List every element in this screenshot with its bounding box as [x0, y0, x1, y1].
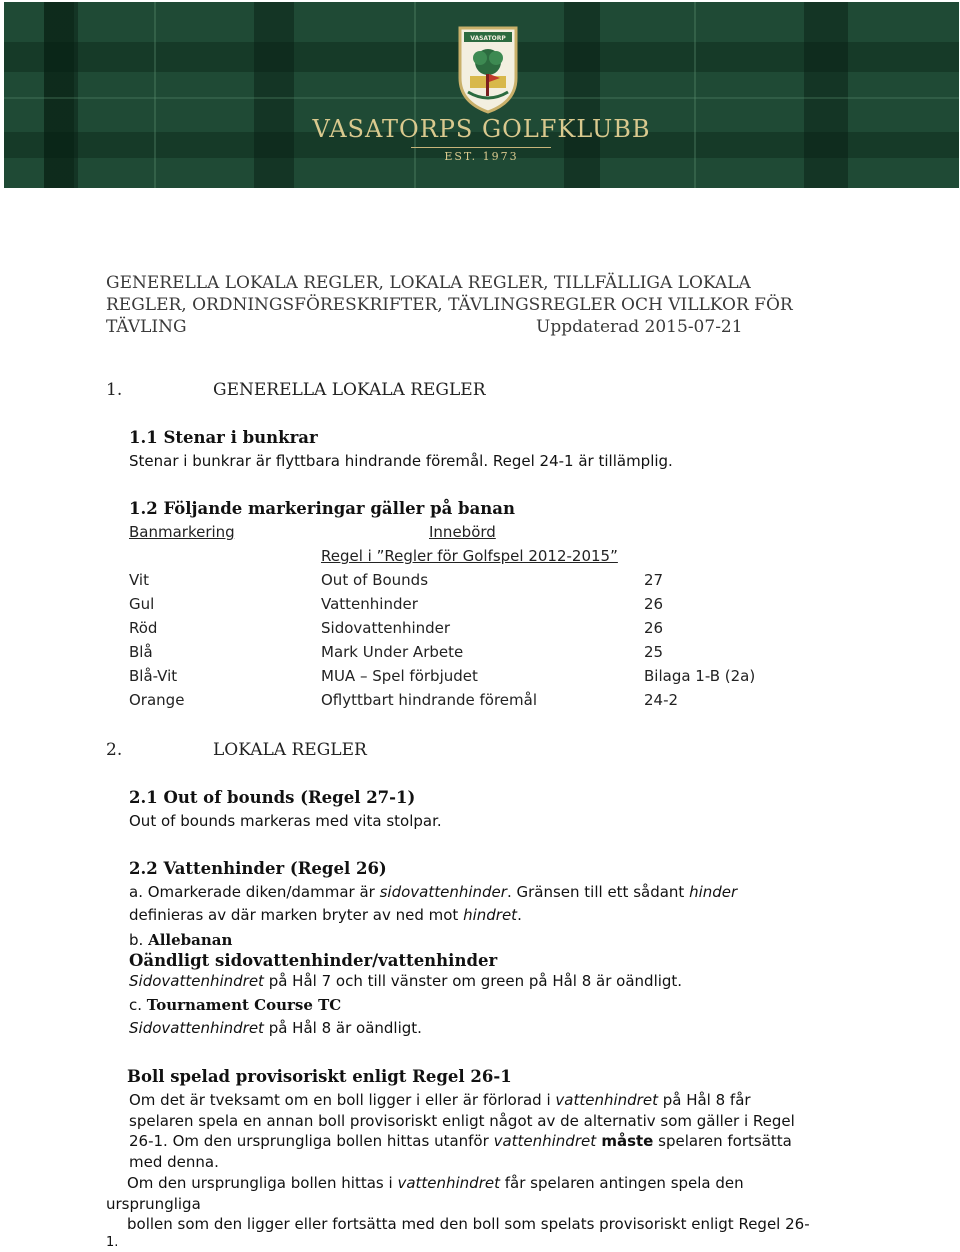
table-cell: 25	[644, 643, 664, 661]
provisional-line-1: Om det är tveksamt om en boll ligger i eller är förlorad i vattenhindret på Hål 8 får	[129, 1091, 751, 1109]
paragraph: Stenar i bunkrar är flyttbara hindrande föremål. Regel 24-1 är tillämplig.	[129, 452, 673, 470]
item-c: c. Tournament Course TC	[129, 996, 342, 1014]
provisional-line-3: 26-1. Om den ursprungliga bollen hittas utanför vattenhindret måste spelaren fortsätta	[129, 1132, 792, 1150]
doc-title-line-2: REGLER, ORDNINGSFÖRESKRIFTER, TÄVLINGSREGLER OCH VILLKOR FÖR	[106, 295, 793, 315]
table-cell: Röd	[129, 619, 158, 637]
item-b: b. Allebanan	[129, 931, 233, 949]
established-year: EST. 1973	[444, 150, 519, 163]
table-cell: MUA – Spel förbjudet	[321, 667, 478, 685]
section-number: 1.	[106, 380, 123, 400]
paragraph-a-line-1: a. Omarkerade diken/dammar är sidovattenhinder. Gränsen till ett sådant hinder	[129, 883, 738, 901]
doc-title-line-3: TÄVLING	[106, 317, 187, 337]
provisional-line-7: bollen som den ligger eller fortsätta med den boll som spelats provisoriskt enligt Regel 26-	[127, 1215, 810, 1233]
table-cell: 27	[644, 571, 664, 589]
table-header: Banmarkering	[129, 523, 235, 541]
table-cell: Blå-Vit	[129, 667, 178, 685]
club-name: VASATORPS GOLFKLUBB	[312, 115, 651, 143]
table-cell: Vattenhinder	[321, 595, 418, 613]
table-cell: Vit	[129, 571, 149, 589]
table-cell: 26	[644, 595, 664, 613]
subsection-heading: 1.2 Följande markeringar gäller på banan	[129, 499, 515, 518]
table-header: Regel i ”Regler för Golfspel 2012-2015”	[321, 547, 618, 565]
subsection-heading: 1.1 Stenar i bunkrar	[129, 428, 318, 447]
provisional-heading: Boll spelad provisoriskt enligt Regel 26-1	[127, 1067, 512, 1086]
paragraph-a-line-2: definieras av där marken bryter av ned mot hindret.	[129, 906, 522, 924]
table-cell: Gul	[129, 595, 155, 613]
doc-title-line-1: GENERELLA LOKALA REGLER, LOKALA REGLER, TILLFÄLLIGA LOKALA	[106, 273, 751, 293]
provisional-line-4: med denna.	[129, 1153, 219, 1171]
crest-text: VASATORP	[470, 35, 506, 42]
item-b-text: Sidovattenhindret på Hål 7 och till vänster om green på Hål 8 är oändligt.	[129, 972, 683, 990]
updated-date: Uppdaterad 2015-07-21	[536, 317, 743, 337]
section-heading: GENERELLA LOKALA REGLER	[213, 380, 486, 400]
table-cell: Oflyttbart hindrande föremål	[321, 691, 538, 709]
section-heading: LOKALA REGLER	[213, 740, 367, 760]
table-cell: 26	[644, 619, 664, 637]
divider	[411, 147, 551, 148]
table-cell: Mark Under Arbete	[321, 643, 464, 661]
club-crest-icon	[456, 18, 520, 114]
provisional-line-8: 1.	[106, 1235, 119, 1250]
provisional-line-2: spelaren spela en annan boll provisoriskt enligt något av de alternativ som gäller i Regel	[129, 1112, 795, 1130]
table-cell: Bilaga 1-B (2a)	[644, 667, 756, 685]
table-cell: Sidovattenhinder	[321, 619, 451, 637]
item-b-heading: Oändligt sidovattenhinder/vattenhinder	[129, 951, 498, 970]
paragraph: Out of bounds markeras med vita stolpar.	[129, 812, 442, 830]
table-cell: Orange	[129, 691, 185, 709]
table-cell: 24-2	[644, 691, 679, 709]
table-header: Innebörd	[429, 523, 496, 541]
provisional-line-5: Om den ursprungliga bollen hittas i vattenhindret får spelaren antingen spela den	[127, 1174, 744, 1192]
subsection-heading: 2.1 Out of bounds (Regel 27-1)	[129, 788, 416, 807]
item-c-text: Sidovattenhindret på Hål 8 är oändligt.	[129, 1019, 422, 1037]
table-cell: Blå	[129, 643, 153, 661]
table-cell: Out of Bounds	[321, 571, 429, 589]
header-banner	[4, 2, 959, 188]
provisional-line-6: ursprungliga	[106, 1195, 201, 1213]
section-number: 2.	[106, 740, 123, 760]
subsection-heading: 2.2 Vattenhinder (Regel 26)	[129, 859, 387, 878]
